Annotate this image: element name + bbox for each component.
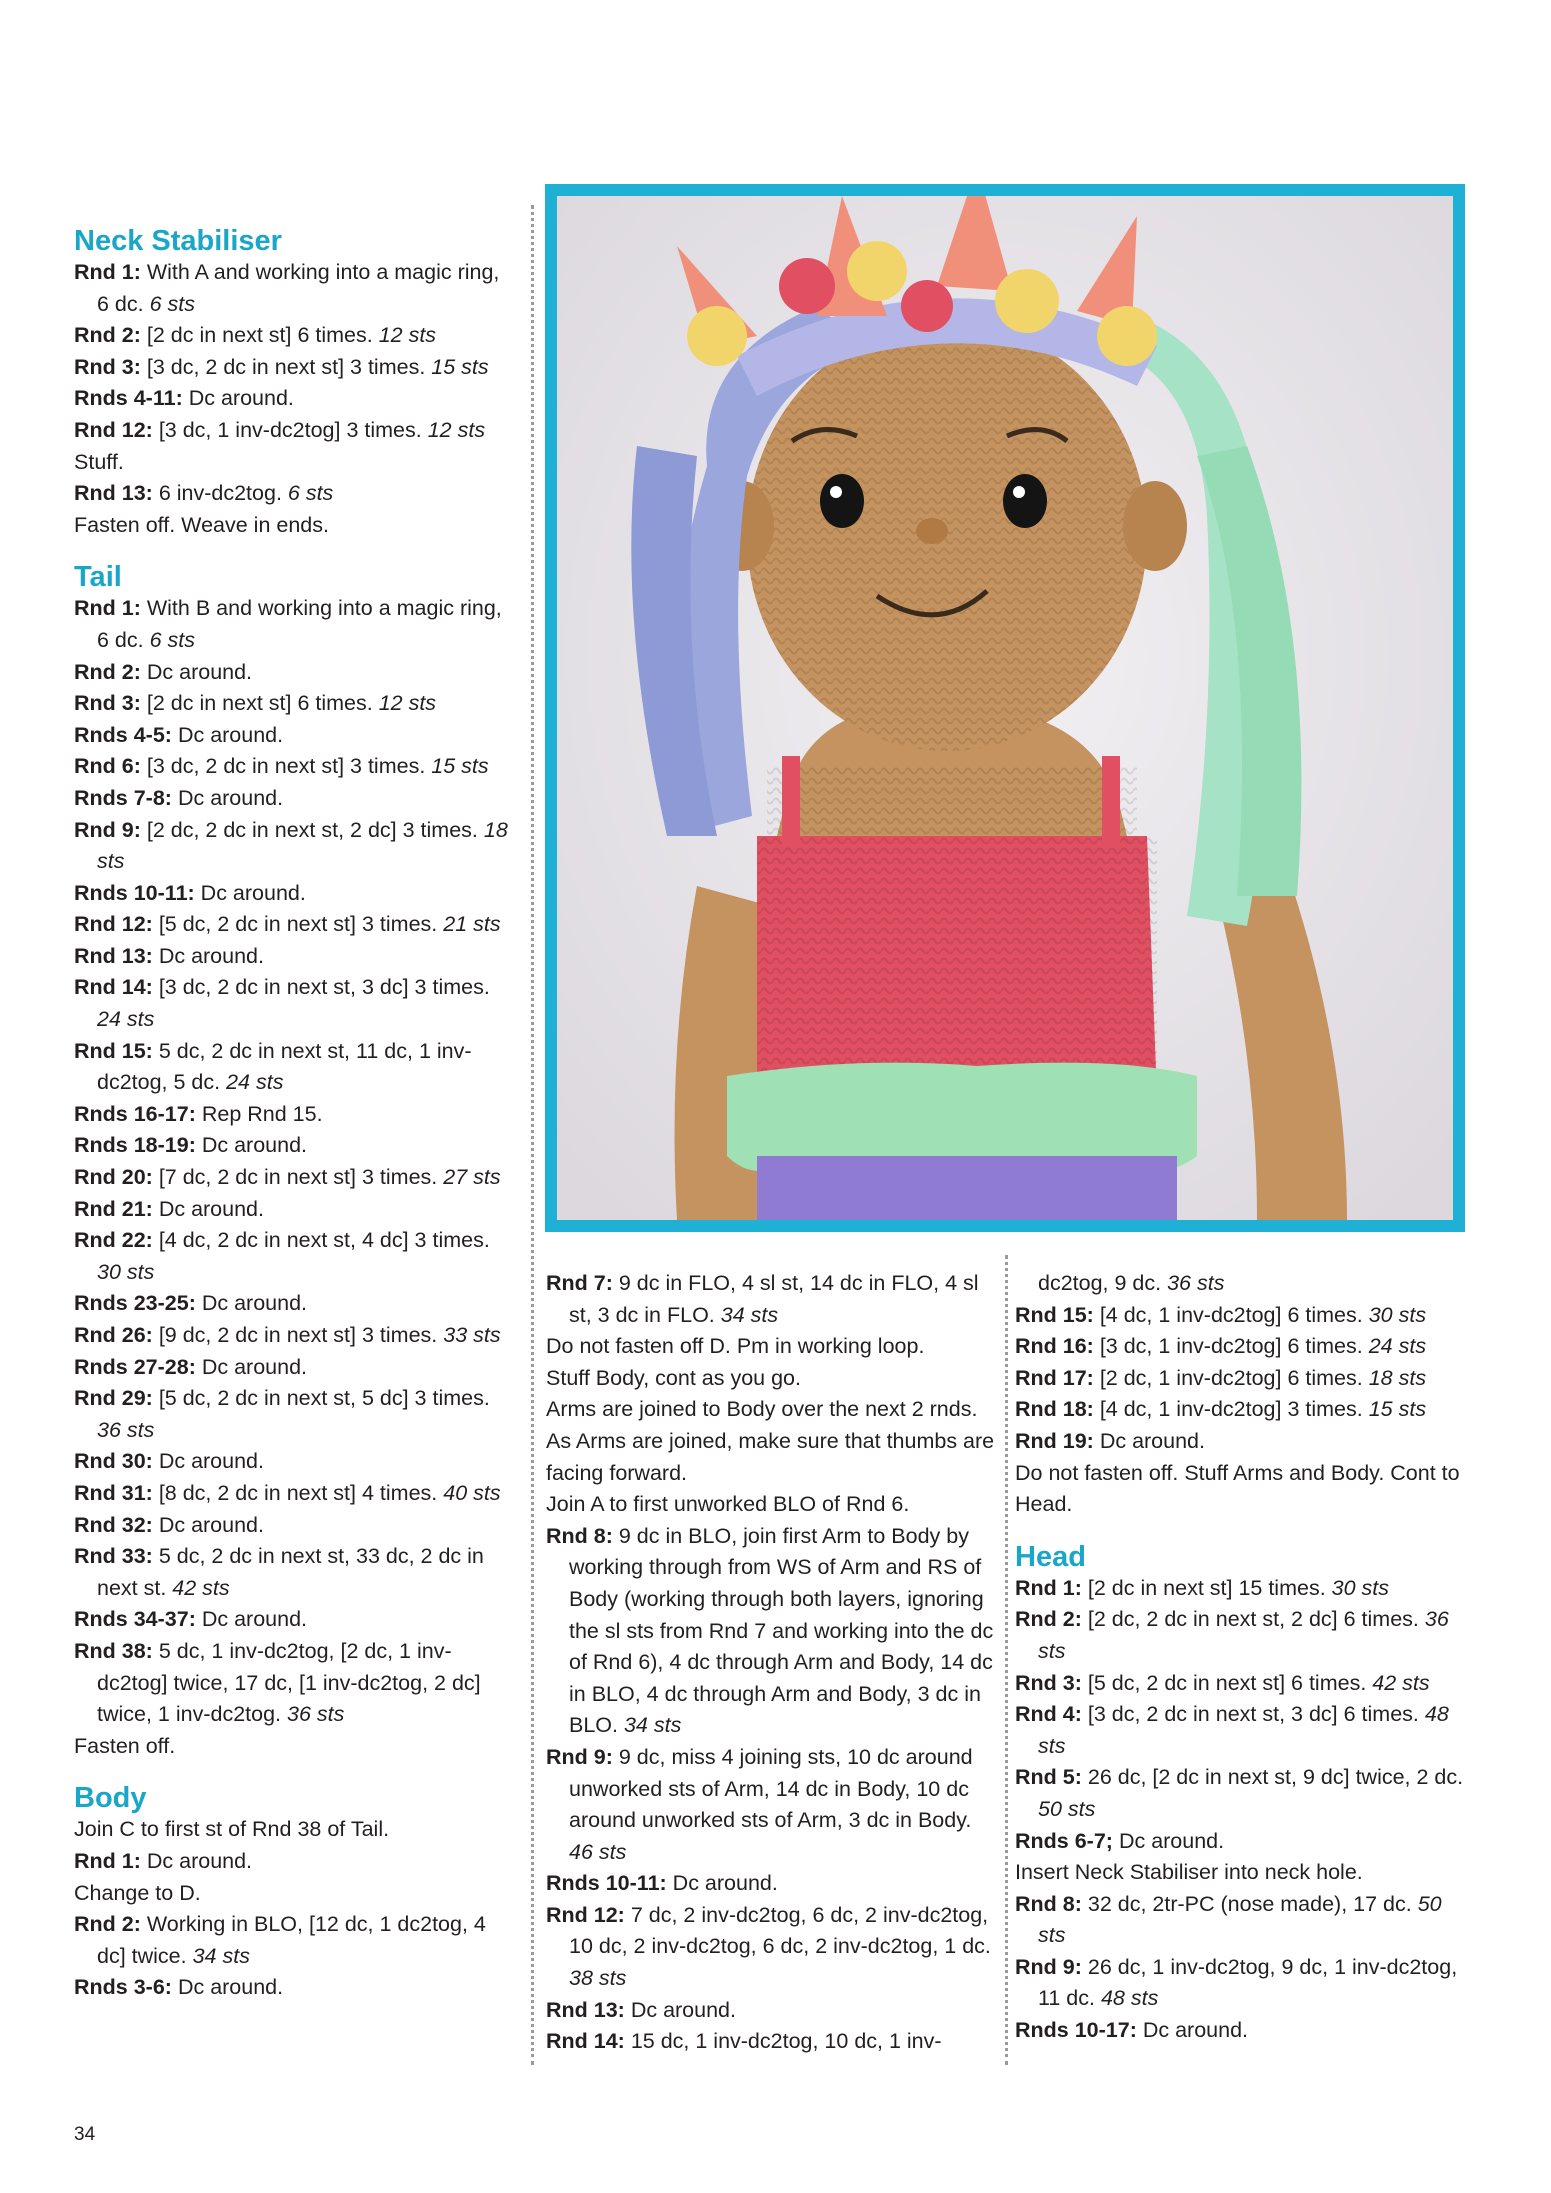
column-divider <box>1005 1255 1008 2065</box>
round-text: 26 dc, [2 dc in next st, 9 dc] twice, 2 dc. <box>1081 1765 1464 1790</box>
instruction-row <box>1015 1331 1470 1363</box>
instruction-row <box>74 1099 514 1131</box>
round-text: [3 dc, 1 inv-dc2tog] 3 times. <box>152 417 428 442</box>
instruction-row <box>74 1510 514 1542</box>
round-text: [3 dc, 2 dc in next st, 3 dc] 6 times. <box>1081 1702 1425 1727</box>
stitch-count: 27 sts <box>443 1165 501 1190</box>
instruction-row <box>74 1878 514 1910</box>
stitch-count: 15 sts <box>1368 1397 1427 1422</box>
round-label: Rnds 6-7; <box>1015 1828 1113 1853</box>
round-label: Rnd 19: <box>1015 1428 1094 1453</box>
round-text: [3 dc, 1 inv-dc2tog] 6 times. <box>1093 1334 1369 1359</box>
round-text: [5 dc, 2 dc in next st] 6 times. <box>1081 1670 1373 1695</box>
round-text: 5 dc, 2 dc in next st, 11 dc, 1 inv-dc2tog, 5 dc. <box>97 1038 472 1095</box>
round-label: Rnds 10-11: <box>74 880 195 905</box>
instruction-row <box>1015 1300 1470 1332</box>
round-text: [9 dc, 2 dc in next st] 3 times. <box>152 1323 444 1347</box>
stitch-count: 46 sts <box>569 1839 627 1864</box>
round-label: Rnds 10-11: <box>546 1871 667 1896</box>
round-label: Rnds 18-19: <box>74 1133 196 1158</box>
round-label: Rnds 10-17: <box>1015 2018 1137 2043</box>
round-label: Rnds 16-17: <box>74 1101 196 1126</box>
instruction-row <box>1015 1826 1470 1858</box>
stitch-count: 42 sts <box>172 1575 230 1600</box>
instruction-row <box>74 1541 514 1604</box>
round-text: 32 dc, 2tr-PC (nose made), 17 dc. <box>1081 1891 1418 1916</box>
round-text: Arms are joined to Body over the next 2 rnds. As Arms are joined, make sure that thumbs are facing forward. <box>546 1397 995 1485</box>
round-label: Rnd 13: <box>74 943 153 968</box>
column-right <box>1015 1268 1470 2047</box>
instruction-row <box>74 941 514 973</box>
instruction-row <box>74 510 514 542</box>
round-text: 26 dc, 1 inv-dc2tog, 9 dc, 1 inv-dc2tog, 11 dc. <box>1038 1954 1458 2011</box>
instruction-row <box>546 1995 998 2027</box>
round-label: Rnd 9: <box>1015 1954 1082 1979</box>
round-label: Rnd 12: <box>74 417 153 442</box>
round-label: Rnd 1: <box>1015 1575 1082 1600</box>
instruction-row <box>74 1194 514 1226</box>
stitch-count: 15 sts <box>431 354 489 379</box>
stitch-count: 38 sts <box>569 1966 627 1991</box>
stitch-count: 42 sts <box>1372 1670 1430 1695</box>
round-text: With B and working into a magic ring, 6 dc. <box>97 596 502 652</box>
instruction-row <box>1015 1394 1470 1426</box>
head-section <box>1015 1538 1470 2047</box>
round-text: Do not fasten off. Stuff Arms and Body. Cont to Head. <box>1015 1460 1460 1517</box>
round-text: Change to D. <box>74 1880 201 1905</box>
round-label: Rnd 2: <box>74 659 141 684</box>
instruction-row <box>74 972 514 1035</box>
instruction-row <box>74 878 514 910</box>
round-text: Dc around. <box>1112 1828 1225 1853</box>
round-label: Rnd 2: <box>74 323 141 348</box>
body-continued-end <box>1015 1268 1470 1521</box>
stitch-count: 6 sts <box>287 481 334 506</box>
round-text: Working in BLO, [12 dc, 1 dc2tog, 4 dc] twice. <box>97 1912 486 1968</box>
round-text: Dc around. <box>666 1871 778 1896</box>
round-label: Rnds 4-5: <box>74 722 172 747</box>
round-text: Dc around. <box>182 386 294 411</box>
round-text: Dc around. <box>171 722 284 747</box>
instruction-row <box>74 1036 514 1099</box>
round-label: Rnd 17: <box>1015 1365 1094 1390</box>
round-label: Rnd 20: <box>74 1165 153 1190</box>
round-text: [4 dc, 2 dc in next st, 4 dc] 3 times. <box>152 1228 490 1253</box>
crochet-mermaid-doll-photo <box>557 196 1453 1220</box>
round-label: Rnds 7-8: <box>74 785 172 810</box>
round-text: [4 dc, 1 inv-dc2tog] 6 times. <box>1093 1302 1369 1327</box>
tail-section <box>74 558 514 1762</box>
section-heading: Head <box>1015 1540 1086 1573</box>
instruction-row <box>74 909 514 941</box>
round-text: Fasten off. <box>74 1733 176 1758</box>
round-label: Rnd 2: <box>74 1912 141 1937</box>
instruction-row <box>74 1909 514 1972</box>
instruction-row <box>74 1478 514 1510</box>
instruction-row <box>74 1636 514 1731</box>
round-label: Rnd 3: <box>74 691 141 716</box>
instruction-row <box>74 1972 514 2004</box>
stitch-count: 18 sts <box>1368 1365 1427 1390</box>
instruction-row <box>74 352 514 384</box>
instruction-row <box>74 1162 514 1194</box>
section-heading: Body <box>74 1782 147 1815</box>
round-text: Dc around. <box>152 1196 264 1221</box>
round-text: 9 dc, miss 4 joining sts, 10 dc around unworked sts of Arm, 14 dc in Body, 10 dc around unworked sts of Arm, 3 dc in Body. <box>569 1744 973 1833</box>
round-text: Rep Rnd 15. <box>195 1101 323 1126</box>
round-label: Rnd 22: <box>74 1228 153 1253</box>
round-text: [3 dc, 2 dc in next st] 3 times. <box>140 754 432 779</box>
round-text: [2 dc in next st] 15 times. <box>1081 1575 1332 1600</box>
round-label: Rnd 38: <box>74 1638 153 1663</box>
round-text: dc2tog, 9 dc. <box>1038 1271 1168 1295</box>
round-text: Stuff. <box>74 449 124 474</box>
instruction-row <box>74 383 514 415</box>
round-label: Rnd 8: <box>546 1523 613 1548</box>
round-label: Rnd 12: <box>74 912 153 937</box>
round-text: Dc around. <box>195 1354 308 1379</box>
round-label: Rnd 2: <box>1015 1607 1082 1632</box>
round-text: Dc around. <box>194 880 306 905</box>
section-heading: Neck Stabiliser <box>74 225 282 257</box>
stitch-count: 24 sts <box>97 1007 155 1032</box>
instruction-row <box>74 1446 514 1478</box>
round-text: [5 dc, 2 dc in next st, 5 dc] 3 times. <box>152 1386 490 1411</box>
instruction-row <box>74 1846 514 1878</box>
round-label: Rnd 16: <box>1015 1334 1094 1359</box>
instruction-row <box>74 1383 514 1446</box>
round-label: Rnd 14: <box>74 975 153 1000</box>
round-label: Rnd 9: <box>74 817 141 842</box>
round-label: Rnds 23-25: <box>74 1291 196 1316</box>
round-text: [2 dc, 2 dc in next st, 2 dc] 6 times. <box>1081 1607 1425 1632</box>
instruction-row <box>74 1352 514 1384</box>
round-text: [3 dc, 2 dc in next st] 3 times. <box>140 354 432 379</box>
round-text: With A and working into a magic ring, 6 dc. <box>97 260 500 316</box>
round-text: [7 dc, 2 dc in next st] 3 times. <box>152 1165 444 1190</box>
stitch-count: 15 sts <box>431 754 489 779</box>
stitch-count: 40 sts <box>443 1480 501 1505</box>
round-label: Rnds 3-6: <box>74 1975 172 2000</box>
stitch-count: 30 sts <box>1368 1302 1427 1327</box>
body-section <box>74 1779 514 2004</box>
instruction-row <box>74 1130 514 1162</box>
instruction-row <box>74 720 514 752</box>
instruction-row <box>74 815 514 878</box>
instruction-row <box>1015 1604 1470 1667</box>
round-text: [3 dc, 2 dc in next st, 3 dc] 3 times. <box>152 975 490 1000</box>
round-label: Rnd 14: <box>546 2029 625 2054</box>
instruction-row <box>74 415 514 447</box>
instruction-row <box>546 1521 998 1742</box>
stitch-count: 24 sts <box>1368 1334 1427 1359</box>
round-label: Rnd 3: <box>1015 1670 1082 1695</box>
round-label: Rnd 31: <box>74 1480 153 1505</box>
instruction-row <box>74 751 514 783</box>
instruction-row <box>74 1288 514 1320</box>
instruction-row <box>1015 1268 1470 1300</box>
instruction-row <box>546 1742 998 1868</box>
round-text: 15 dc, 1 inv-dc2tog, 10 dc, 1 inv- <box>624 2029 942 2054</box>
round-text: [4 dc, 1 inv-dc2tog] 3 times. <box>1093 1397 1369 1422</box>
instruction-row <box>1015 1857 1470 1889</box>
instruction-row <box>74 593 514 656</box>
round-label: Rnd 3: <box>74 354 141 379</box>
stitch-count: 12 sts <box>378 323 437 348</box>
stitch-count: 48 sts <box>1100 1986 1159 2011</box>
round-label: Rnd 6: <box>74 754 141 779</box>
instruction-row <box>546 1489 998 1521</box>
round-label: Rnds 34-37: <box>74 1607 196 1632</box>
stitch-count: 30 sts <box>97 1259 155 1284</box>
body-continued <box>546 1268 998 2058</box>
instruction-row <box>74 1225 514 1288</box>
instruction-row <box>1015 1889 1470 1952</box>
round-text: Fasten off. Weave in ends. <box>74 512 329 537</box>
column-middle <box>546 1268 998 2058</box>
column-left <box>74 222 514 2004</box>
instruction-row <box>1015 1668 1470 1700</box>
stitch-count: 34 sts <box>720 1302 779 1327</box>
round-text: Dc around. <box>140 659 253 684</box>
round-text: 7 dc, 2 inv-dc2tog, 6 dc, 2 inv-dc2tog, 10 dc, 2 inv-dc2tog, 6 dc, 2 inv-dc2tog, 1 dc. <box>569 1902 991 1959</box>
stitch-count: 34 sts <box>192 1943 250 1968</box>
round-label: Rnd 29: <box>74 1386 153 1411</box>
round-label: Rnd 15: <box>74 1038 153 1063</box>
instruction-row <box>74 1814 514 1846</box>
stitch-count: 50 sts <box>1038 1891 1442 1948</box>
stitch-count: 6 sts <box>149 627 195 652</box>
round-text: 5 dc, 2 dc in next st, 33 dc, 2 dc in next st. <box>97 1544 484 1600</box>
round-text: [5 dc, 2 dc in next st] 3 times. <box>152 912 444 937</box>
instruction-row <box>74 1731 514 1763</box>
round-text: [2 dc, 2 dc in next st, 2 dc] 3 times. <box>140 817 484 842</box>
instruction-row <box>74 257 514 320</box>
stitch-count: 21 sts <box>443 912 501 937</box>
instruction-row <box>74 688 514 720</box>
round-text: Do not fasten off D. Pm in working loop. <box>546 1334 925 1359</box>
round-text: Dc around. <box>195 1607 308 1632</box>
instruction-row <box>74 478 514 510</box>
instruction-row <box>546 1363 998 1395</box>
round-text: 5 dc, 1 inv-dc2tog, [2 dc, 1 inv-dc2tog] twice, 17 dc, [1 inv-dc2tog, 2 dc] twice, 1 inv-dc2tog. <box>97 1638 481 1727</box>
instruction-row <box>1015 1363 1470 1395</box>
stitch-count: 48 sts <box>1038 1702 1449 1758</box>
round-text: [8 dc, 2 dc in next st] 4 times. <box>152 1480 444 1505</box>
instruction-row <box>1015 1426 1470 1458</box>
round-label: Rnd 33: <box>74 1544 153 1569</box>
round-text: [2 dc, 1 inv-dc2tog] 6 times. <box>1093 1365 1369 1390</box>
round-label: Rnd 1: <box>74 1848 141 1873</box>
round-label: Rnd 30: <box>74 1449 153 1474</box>
stitch-count: 50 sts <box>1038 1796 1096 1821</box>
page-number: 34 <box>74 2124 96 2145</box>
stitch-count: 33 sts <box>443 1323 501 1347</box>
instruction-row <box>1015 1458 1470 1521</box>
round-label: Rnds 4-11: <box>74 386 183 411</box>
instruction-row <box>546 2026 998 2058</box>
instruction-row <box>546 1268 998 1331</box>
round-text: Join A to first unworked BLO of Rnd 6. <box>546 1492 910 1517</box>
doll-photo-frame <box>545 184 1465 1232</box>
round-text: Join C to first st of Rnd 38 of Tail. <box>74 1817 390 1842</box>
round-text: Dc around. <box>1093 1428 1205 1453</box>
instruction-row <box>74 783 514 815</box>
round-label: Rnd 5: <box>1015 1765 1082 1790</box>
instruction-row <box>1015 1573 1470 1605</box>
instruction-row <box>74 1320 514 1352</box>
round-label: Rnd 1: <box>74 596 141 621</box>
instruction-row <box>1015 2015 1470 2047</box>
round-label: Rnd 13: <box>546 1997 625 2022</box>
round-text: [2 dc in next st] 6 times. <box>140 323 379 348</box>
round-text: Dc around. <box>195 1291 308 1316</box>
round-text: [2 dc in next st] 6 times. <box>140 691 379 716</box>
round-text: Dc around. <box>152 1512 264 1537</box>
instruction-row <box>1015 1699 1470 1762</box>
round-text: Dc around. <box>171 785 284 810</box>
round-text: 9 dc in BLO, join first Arm to Body by working through from WS of Arm and RS of Body (working through both layers, ignoring the sl sts from Rnd 7 and working into the dc of Rnd 6), 4 dc through Arm and Body, 14 dc in BLO, 4 dc through Arm and Body, 3 dc in BLO. <box>569 1523 994 1738</box>
stitch-count: 12 sts <box>427 417 486 442</box>
stitch-count: 36 sts <box>1167 1271 1225 1295</box>
instruction-row <box>546 1868 998 1900</box>
stitch-count: 34 sts <box>623 1713 682 1738</box>
round-label: Rnd 13: <box>74 481 153 506</box>
instruction-row <box>546 1900 998 1995</box>
instruction-row <box>74 1604 514 1636</box>
round-text: Dc around. <box>171 1975 284 2000</box>
round-label: Rnd 21: <box>74 1196 153 1221</box>
round-text: Dc around. <box>152 943 264 968</box>
round-text: Insert Neck Stabiliser into neck hole. <box>1015 1860 1363 1885</box>
round-label: Rnd 7: <box>546 1271 613 1295</box>
stitch-count: 18 sts <box>97 817 508 874</box>
round-label: Rnd 4: <box>1015 1702 1082 1727</box>
column-divider <box>531 205 534 2065</box>
stitch-count: 12 sts <box>378 691 437 716</box>
round-text: Dc around. <box>152 1449 264 1474</box>
stitch-count: 36 sts <box>97 1417 155 1442</box>
round-label: Rnd 32: <box>74 1512 153 1537</box>
round-text: 9 dc in FLO, 4 sl st, 14 dc in FLO, 4 sl st, 3 dc in FLO. <box>569 1271 979 1327</box>
round-label: Rnd 18: <box>1015 1397 1094 1422</box>
instruction-row <box>74 320 514 352</box>
stitch-count: 36 sts <box>287 1702 345 1727</box>
round-text: Dc around. <box>1136 2018 1249 2043</box>
stitch-count: 6 sts <box>149 291 195 316</box>
instruction-row <box>74 447 514 479</box>
round-label: Rnd 12: <box>546 1902 625 1927</box>
round-text: Dc around. <box>624 1997 736 2022</box>
stitch-count: 36 sts <box>1038 1607 1449 1663</box>
instruction-row <box>1015 1762 1470 1825</box>
round-label: Rnd 26: <box>74 1323 153 1347</box>
round-text: 6 inv-dc2tog. <box>152 481 288 506</box>
round-label: Rnd 9: <box>546 1744 613 1769</box>
instruction-row <box>74 657 514 689</box>
round-text: Dc around. <box>140 1848 253 1873</box>
round-text: Dc around. <box>195 1133 308 1158</box>
round-label: Rnd 15: <box>1015 1302 1094 1327</box>
section-heading: Tail <box>74 561 122 594</box>
round-label: Rnd 1: <box>74 260 141 284</box>
stitch-count: 24 sts <box>226 1070 284 1095</box>
instruction-row <box>546 1394 998 1489</box>
round-label: Rnds 27-28: <box>74 1354 196 1379</box>
round-text: Stuff Body, cont as you go. <box>546 1365 801 1390</box>
instruction-row <box>1015 1952 1470 2015</box>
neck-stabiliser-section <box>74 222 514 541</box>
instruction-row <box>546 1331 998 1363</box>
round-label: Rnd 8: <box>1015 1891 1082 1916</box>
stitch-count: 30 sts <box>1331 1575 1390 1600</box>
